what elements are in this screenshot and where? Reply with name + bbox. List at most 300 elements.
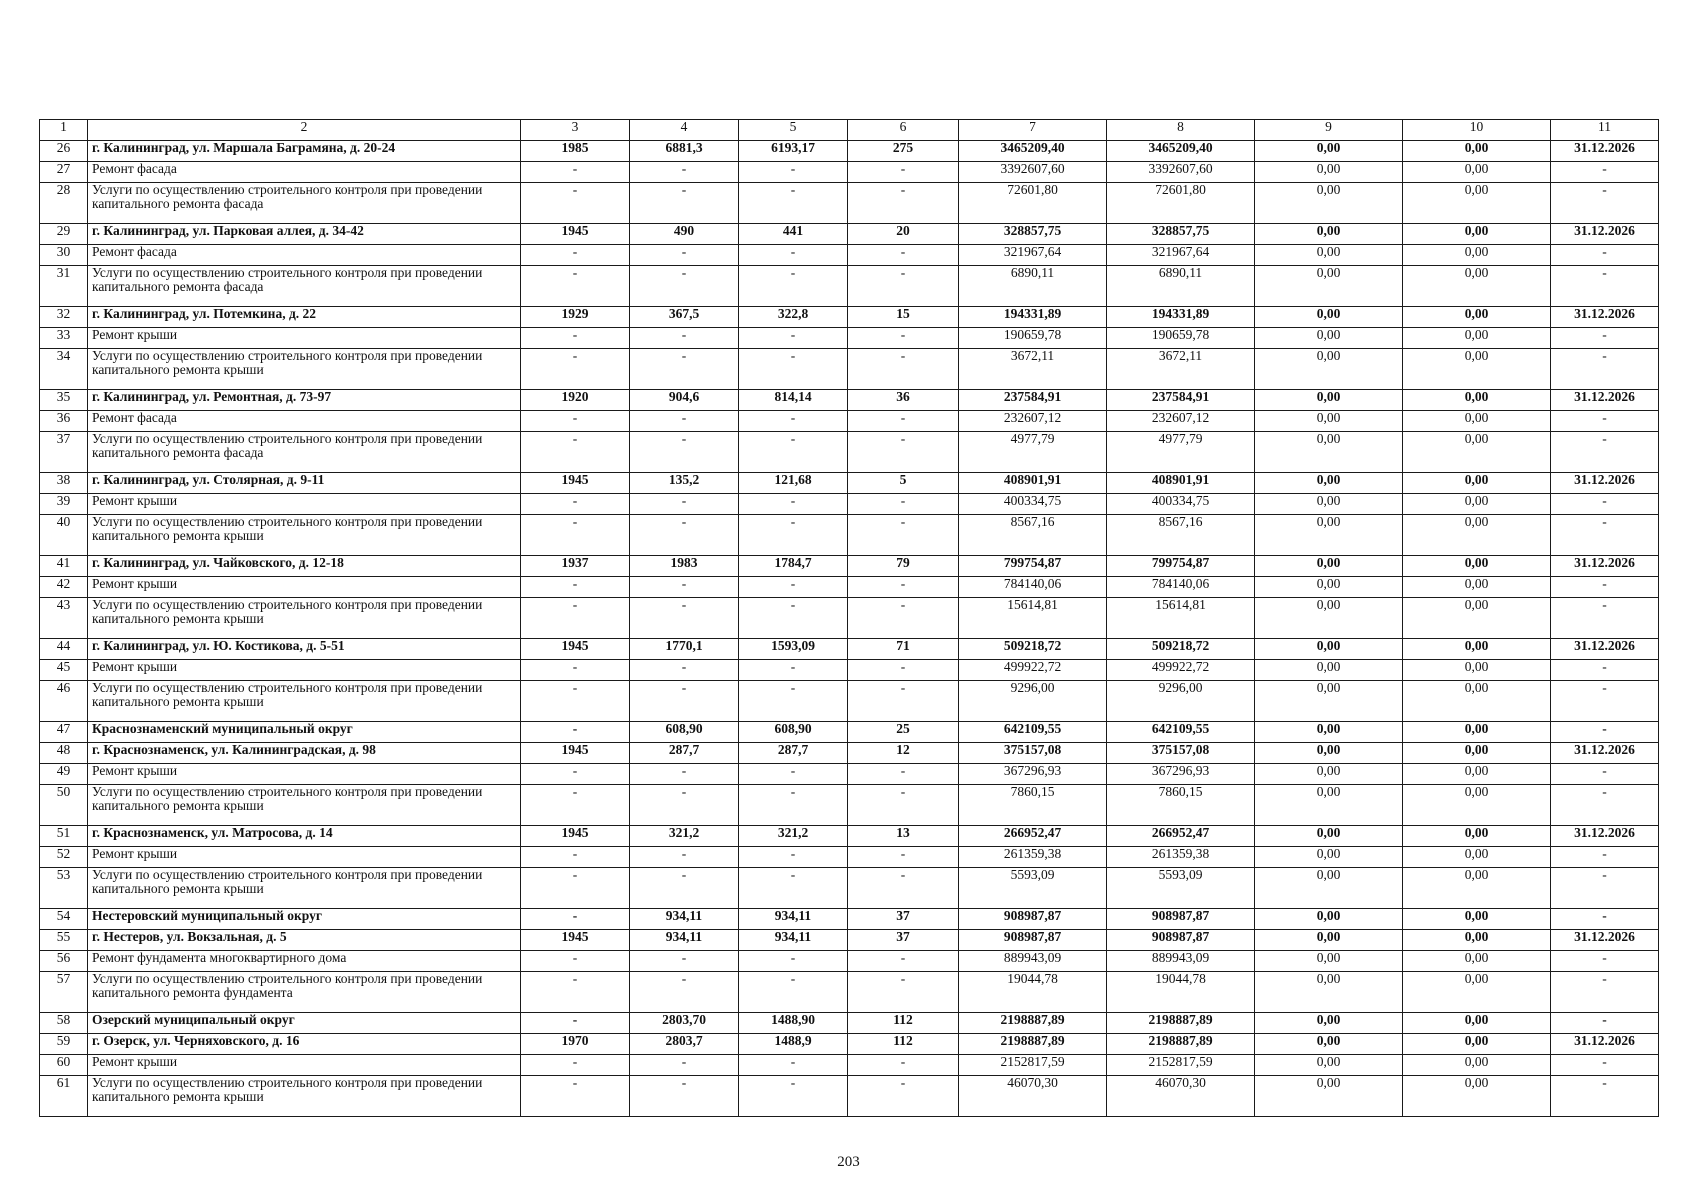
value-cell: 1985 bbox=[521, 141, 630, 162]
value-cell: 0,00 bbox=[1403, 930, 1551, 951]
item-name-cell: г. Калининград, ул. Парковая аллея, д. 34-42 bbox=[88, 224, 521, 245]
value-cell: 0,00 bbox=[1403, 473, 1551, 494]
value-cell: 7860,15 bbox=[959, 785, 1107, 826]
value-cell: - bbox=[739, 1076, 848, 1117]
value-cell: - bbox=[848, 411, 959, 432]
item-name-cell: г. Калининград, ул. Маршала Баграмяна, д. 20-24 bbox=[88, 141, 521, 162]
table-row bbox=[40, 639, 1659, 660]
value-cell: - bbox=[739, 162, 848, 183]
item-name-cell: Ремонт крыши bbox=[88, 1055, 521, 1076]
row-number: 46 bbox=[40, 681, 88, 722]
table-row bbox=[40, 473, 1659, 494]
value-cell: 608,90 bbox=[630, 722, 739, 743]
row-number: 43 bbox=[40, 598, 88, 639]
value-cell: 4977,79 bbox=[959, 432, 1107, 473]
value-cell: 0,00 bbox=[1403, 266, 1551, 307]
table-row bbox=[40, 951, 1659, 972]
table-row bbox=[40, 245, 1659, 266]
row-number: 48 bbox=[40, 743, 88, 764]
value-cell: 0,00 bbox=[1255, 183, 1403, 224]
value-cell: 908987,87 bbox=[1107, 909, 1255, 930]
value-cell: 934,11 bbox=[739, 930, 848, 951]
value-cell: - bbox=[630, 328, 739, 349]
table-row bbox=[40, 1034, 1659, 1055]
value-cell: - bbox=[848, 868, 959, 909]
value-cell: 6890,11 bbox=[959, 266, 1107, 307]
value-cell: - bbox=[1551, 577, 1659, 598]
value-cell: 7860,15 bbox=[1107, 785, 1255, 826]
value-cell: - bbox=[1551, 722, 1659, 743]
value-cell: 25 bbox=[848, 722, 959, 743]
value-cell: 31.12.2026 bbox=[1551, 473, 1659, 494]
value-cell: 0,00 bbox=[1403, 224, 1551, 245]
value-cell: - bbox=[521, 951, 630, 972]
row-number: 35 bbox=[40, 390, 88, 411]
table-row bbox=[40, 598, 1659, 639]
table-row bbox=[40, 660, 1659, 681]
item-name-cell: Ремонт крыши bbox=[88, 660, 521, 681]
item-name-cell: Услуги по осуществлению строительного контроля при проведении капитального ремонта крыши bbox=[88, 785, 521, 826]
value-cell: 8567,16 bbox=[1107, 515, 1255, 556]
value-cell: 904,6 bbox=[630, 390, 739, 411]
value-cell: 400334,75 bbox=[959, 494, 1107, 515]
value-cell: 0,00 bbox=[1255, 660, 1403, 681]
value-cell: 1929 bbox=[521, 307, 630, 328]
table-row bbox=[40, 1055, 1659, 1076]
column-number-header-row bbox=[40, 120, 1659, 141]
item-name-cell: Нестеровский муниципальный округ bbox=[88, 909, 521, 930]
value-cell: 0,00 bbox=[1255, 826, 1403, 847]
value-cell: - bbox=[521, 494, 630, 515]
value-cell: 934,11 bbox=[630, 909, 739, 930]
value-cell: 499922,72 bbox=[959, 660, 1107, 681]
item-name-cell: г. Краснознаменск, ул. Матросова, д. 14 bbox=[88, 826, 521, 847]
value-cell: - bbox=[1551, 515, 1659, 556]
value-cell: 0,00 bbox=[1255, 743, 1403, 764]
table-row bbox=[40, 515, 1659, 556]
value-cell: - bbox=[521, 577, 630, 598]
value-cell: 1970 bbox=[521, 1034, 630, 1055]
value-cell: 0,00 bbox=[1403, 764, 1551, 785]
item-name-cell: Ремонт крыши bbox=[88, 764, 521, 785]
value-cell: 908987,87 bbox=[1107, 930, 1255, 951]
value-cell: 0,00 bbox=[1255, 266, 1403, 307]
value-cell: 15614,81 bbox=[1107, 598, 1255, 639]
value-cell: - bbox=[1551, 660, 1659, 681]
value-cell: - bbox=[739, 868, 848, 909]
value-cell: 0,00 bbox=[1255, 411, 1403, 432]
value-cell: 0,00 bbox=[1255, 639, 1403, 660]
value-cell: 0,00 bbox=[1403, 847, 1551, 868]
value-cell: 0,00 bbox=[1255, 868, 1403, 909]
table-row bbox=[40, 577, 1659, 598]
value-cell: 509218,72 bbox=[1107, 639, 1255, 660]
row-number: 33 bbox=[40, 328, 88, 349]
value-cell: 5 bbox=[848, 473, 959, 494]
value-cell: 0,00 bbox=[1403, 577, 1551, 598]
column-header: 9 bbox=[1255, 120, 1403, 141]
value-cell: 0,00 bbox=[1403, 1076, 1551, 1117]
value-cell: 3465209,40 bbox=[959, 141, 1107, 162]
row-number: 59 bbox=[40, 1034, 88, 1055]
value-cell: 15 bbox=[848, 307, 959, 328]
value-cell: 0,00 bbox=[1255, 681, 1403, 722]
item-name-cell: Ремонт крыши bbox=[88, 328, 521, 349]
row-number: 58 bbox=[40, 1013, 88, 1034]
table-row bbox=[40, 224, 1659, 245]
value-cell: 112 bbox=[848, 1013, 959, 1034]
row-number: 57 bbox=[40, 972, 88, 1013]
value-cell: 3392607,60 bbox=[1107, 162, 1255, 183]
table-row bbox=[40, 1013, 1659, 1034]
value-cell: 4977,79 bbox=[1107, 432, 1255, 473]
value-cell: - bbox=[630, 494, 739, 515]
row-number: 42 bbox=[40, 577, 88, 598]
value-cell: 31.12.2026 bbox=[1551, 224, 1659, 245]
value-cell: - bbox=[521, 598, 630, 639]
value-cell: 2198887,89 bbox=[959, 1034, 1107, 1055]
value-cell: 0,00 bbox=[1255, 1055, 1403, 1076]
item-name-cell: Услуги по осуществлению строительного контроля при проведении капитального ремонта крыши bbox=[88, 868, 521, 909]
value-cell: 31.12.2026 bbox=[1551, 826, 1659, 847]
value-cell: 0,00 bbox=[1403, 141, 1551, 162]
value-cell: 814,14 bbox=[739, 390, 848, 411]
value-cell: 321,2 bbox=[630, 826, 739, 847]
table-row bbox=[40, 972, 1659, 1013]
value-cell: 1945 bbox=[521, 473, 630, 494]
value-cell: 275 bbox=[848, 141, 959, 162]
value-cell: 31.12.2026 bbox=[1551, 930, 1659, 951]
row-number: 29 bbox=[40, 224, 88, 245]
value-cell: - bbox=[630, 868, 739, 909]
value-cell: - bbox=[1551, 411, 1659, 432]
table-row bbox=[40, 909, 1659, 930]
value-cell: 0,00 bbox=[1255, 141, 1403, 162]
value-cell: 37 bbox=[848, 909, 959, 930]
item-name-cell: Услуги по осуществлению строительного контроля при проведении капитального ремонта крыши bbox=[88, 349, 521, 390]
value-cell: 499922,72 bbox=[1107, 660, 1255, 681]
item-name-cell: г. Калининград, ул. Ремонтная, д. 73-97 bbox=[88, 390, 521, 411]
value-cell: 0,00 bbox=[1255, 473, 1403, 494]
value-cell: 1945 bbox=[521, 930, 630, 951]
value-cell: - bbox=[848, 951, 959, 972]
row-number: 60 bbox=[40, 1055, 88, 1076]
item-name-cell: Услуги по осуществлению строительного контроля при проведении капитального ремонта крыши bbox=[88, 681, 521, 722]
row-number: 28 bbox=[40, 183, 88, 224]
value-cell: 79 bbox=[848, 556, 959, 577]
table-row bbox=[40, 743, 1659, 764]
value-cell: 1593,09 bbox=[739, 639, 848, 660]
value-cell: - bbox=[739, 494, 848, 515]
value-cell: - bbox=[848, 1055, 959, 1076]
value-cell: - bbox=[630, 598, 739, 639]
value-cell: 509218,72 bbox=[959, 639, 1107, 660]
value-cell: - bbox=[739, 432, 848, 473]
value-cell: - bbox=[521, 681, 630, 722]
value-cell: 367,5 bbox=[630, 307, 739, 328]
table-row bbox=[40, 1076, 1659, 1117]
value-cell: - bbox=[848, 764, 959, 785]
value-cell: 72601,80 bbox=[1107, 183, 1255, 224]
row-number: 31 bbox=[40, 266, 88, 307]
value-cell: - bbox=[848, 245, 959, 266]
value-cell: - bbox=[848, 266, 959, 307]
value-cell: 1770,1 bbox=[630, 639, 739, 660]
value-cell: 328857,75 bbox=[1107, 224, 1255, 245]
value-cell: 0,00 bbox=[1403, 390, 1551, 411]
table-row bbox=[40, 722, 1659, 743]
value-cell: 190659,78 bbox=[959, 328, 1107, 349]
item-name-cell: г. Калининград, ул. Столярная, д. 9-11 bbox=[88, 473, 521, 494]
value-cell: 1937 bbox=[521, 556, 630, 577]
value-cell: - bbox=[1551, 1055, 1659, 1076]
value-cell: 0,00 bbox=[1255, 972, 1403, 1013]
item-name-cell: г. Калининград, ул. Ю. Костикова, д. 5-51 bbox=[88, 639, 521, 660]
item-name-cell: Ремонт фундамента многоквартирного дома bbox=[88, 951, 521, 972]
value-cell: 0,00 bbox=[1403, 1055, 1551, 1076]
column-header: 11 bbox=[1551, 120, 1659, 141]
value-cell: 0,00 bbox=[1403, 328, 1551, 349]
value-cell: 441 bbox=[739, 224, 848, 245]
value-cell: 31.12.2026 bbox=[1551, 556, 1659, 577]
value-cell: 328857,75 bbox=[959, 224, 1107, 245]
value-cell: - bbox=[1551, 245, 1659, 266]
value-cell: 0,00 bbox=[1255, 909, 1403, 930]
value-cell: - bbox=[630, 1076, 739, 1117]
table-row bbox=[40, 390, 1659, 411]
value-cell: 934,11 bbox=[739, 909, 848, 930]
value-cell: - bbox=[1551, 868, 1659, 909]
row-number: 45 bbox=[40, 660, 88, 681]
value-cell: - bbox=[739, 266, 848, 307]
table-row bbox=[40, 494, 1659, 515]
item-name-cell: Ремонт крыши bbox=[88, 847, 521, 868]
value-cell: 784140,06 bbox=[1107, 577, 1255, 598]
value-cell: 799754,87 bbox=[959, 556, 1107, 577]
table-row bbox=[40, 266, 1659, 307]
value-cell: 642109,55 bbox=[959, 722, 1107, 743]
value-cell: 0,00 bbox=[1403, 743, 1551, 764]
value-cell: - bbox=[848, 660, 959, 681]
value-cell: - bbox=[1551, 951, 1659, 972]
table-row bbox=[40, 826, 1659, 847]
value-cell: 908987,87 bbox=[959, 909, 1107, 930]
value-cell: 287,7 bbox=[739, 743, 848, 764]
value-cell: 0,00 bbox=[1255, 1034, 1403, 1055]
value-cell: 0,00 bbox=[1255, 951, 1403, 972]
value-cell: - bbox=[1551, 494, 1659, 515]
value-cell: - bbox=[521, 432, 630, 473]
value-cell: 367296,93 bbox=[959, 764, 1107, 785]
row-number: 37 bbox=[40, 432, 88, 473]
value-cell: - bbox=[739, 411, 848, 432]
value-cell: 0,00 bbox=[1403, 639, 1551, 660]
item-name-cell: Краснознаменский муниципальный округ bbox=[88, 722, 521, 743]
value-cell: 194331,89 bbox=[959, 307, 1107, 328]
column-header: 5 bbox=[739, 120, 848, 141]
value-cell: - bbox=[739, 515, 848, 556]
value-cell: 408901,91 bbox=[1107, 473, 1255, 494]
value-cell: - bbox=[521, 972, 630, 1013]
value-cell: 1945 bbox=[521, 639, 630, 660]
row-number: 32 bbox=[40, 307, 88, 328]
value-cell: - bbox=[739, 847, 848, 868]
value-cell: 19044,78 bbox=[1107, 972, 1255, 1013]
value-cell: 3672,11 bbox=[959, 349, 1107, 390]
item-name-cell: Услуги по осуществлению строительного контроля при проведении капитального ремонта фасада bbox=[88, 432, 521, 473]
item-name-cell: Услуги по осуществлению строительного контроля при проведении капитального ремонта фасада bbox=[88, 183, 521, 224]
value-cell: - bbox=[521, 266, 630, 307]
value-cell: - bbox=[1551, 432, 1659, 473]
table-row bbox=[40, 868, 1659, 909]
value-cell: - bbox=[848, 515, 959, 556]
value-cell: - bbox=[848, 681, 959, 722]
value-cell: 31.12.2026 bbox=[1551, 639, 1659, 660]
table-row bbox=[40, 556, 1659, 577]
value-cell: 6193,17 bbox=[739, 141, 848, 162]
value-cell: 20 bbox=[848, 224, 959, 245]
value-cell: 9296,00 bbox=[1107, 681, 1255, 722]
value-cell: 0,00 bbox=[1255, 722, 1403, 743]
value-cell: - bbox=[521, 764, 630, 785]
value-cell: - bbox=[630, 681, 739, 722]
value-cell: - bbox=[848, 494, 959, 515]
table-row bbox=[40, 328, 1659, 349]
value-cell: - bbox=[521, 349, 630, 390]
value-cell: - bbox=[1551, 598, 1659, 639]
value-cell: 0,00 bbox=[1255, 1013, 1403, 1034]
value-cell: 322,8 bbox=[739, 307, 848, 328]
column-header: 3 bbox=[521, 120, 630, 141]
value-cell: 0,00 bbox=[1403, 826, 1551, 847]
value-cell: - bbox=[1551, 1076, 1659, 1117]
value-cell: - bbox=[739, 245, 848, 266]
value-cell: 1945 bbox=[521, 224, 630, 245]
table-row bbox=[40, 411, 1659, 432]
value-cell: 0,00 bbox=[1403, 660, 1551, 681]
item-name-cell: Ремонт фасада bbox=[88, 245, 521, 266]
value-cell: 31.12.2026 bbox=[1551, 1034, 1659, 1055]
column-header: 1 bbox=[40, 120, 88, 141]
value-cell: 36 bbox=[848, 390, 959, 411]
item-name-cell: Услуги по осуществлению строительного контроля при проведении капитального ремонта фасада bbox=[88, 266, 521, 307]
row-number: 40 bbox=[40, 515, 88, 556]
value-cell: - bbox=[630, 162, 739, 183]
value-cell: 0,00 bbox=[1255, 307, 1403, 328]
value-cell: 0,00 bbox=[1255, 349, 1403, 390]
value-cell: 784140,06 bbox=[959, 577, 1107, 598]
row-number: 55 bbox=[40, 930, 88, 951]
value-cell: - bbox=[630, 245, 739, 266]
value-cell: - bbox=[739, 328, 848, 349]
value-cell: - bbox=[848, 349, 959, 390]
value-cell: - bbox=[630, 577, 739, 598]
value-cell: 1920 bbox=[521, 390, 630, 411]
row-number: 36 bbox=[40, 411, 88, 432]
value-cell: 0,00 bbox=[1403, 515, 1551, 556]
value-cell: 2803,70 bbox=[630, 1013, 739, 1034]
value-cell: 408901,91 bbox=[959, 473, 1107, 494]
row-number: 61 bbox=[40, 1076, 88, 1117]
value-cell: 0,00 bbox=[1255, 494, 1403, 515]
item-name-cell: Услуги по осуществлению строительного контроля при проведении капитального ремонта крыши bbox=[88, 598, 521, 639]
value-cell: 0,00 bbox=[1403, 432, 1551, 473]
value-cell: 0,00 bbox=[1255, 598, 1403, 639]
column-header: 7 bbox=[959, 120, 1107, 141]
value-cell: 46070,30 bbox=[959, 1076, 1107, 1117]
value-cell: - bbox=[521, 328, 630, 349]
value-cell: 6881,3 bbox=[630, 141, 739, 162]
value-cell: 321967,64 bbox=[959, 245, 1107, 266]
value-cell: 367296,93 bbox=[1107, 764, 1255, 785]
value-cell: 0,00 bbox=[1255, 328, 1403, 349]
value-cell: - bbox=[630, 847, 739, 868]
value-cell: 375157,08 bbox=[959, 743, 1107, 764]
value-cell: - bbox=[630, 515, 739, 556]
value-cell: 0,00 bbox=[1403, 951, 1551, 972]
row-number: 30 bbox=[40, 245, 88, 266]
row-number: 27 bbox=[40, 162, 88, 183]
value-cell: 0,00 bbox=[1403, 868, 1551, 909]
value-cell: 321,2 bbox=[739, 826, 848, 847]
value-cell: 0,00 bbox=[1403, 785, 1551, 826]
item-name-cell: Ремонт крыши bbox=[88, 494, 521, 515]
value-cell: 608,90 bbox=[739, 722, 848, 743]
item-name-cell: Ремонт крыши bbox=[88, 577, 521, 598]
value-cell: - bbox=[521, 722, 630, 743]
value-cell: - bbox=[848, 577, 959, 598]
row-number: 34 bbox=[40, 349, 88, 390]
value-cell: 375157,08 bbox=[1107, 743, 1255, 764]
row-number: 50 bbox=[40, 785, 88, 826]
value-cell: 1945 bbox=[521, 743, 630, 764]
value-cell: - bbox=[630, 411, 739, 432]
value-cell: 9296,00 bbox=[959, 681, 1107, 722]
value-cell: 121,68 bbox=[739, 473, 848, 494]
row-number: 53 bbox=[40, 868, 88, 909]
item-name-cell: Озерский муниципальный округ bbox=[88, 1013, 521, 1034]
value-cell: 889943,09 bbox=[959, 951, 1107, 972]
value-cell: - bbox=[848, 328, 959, 349]
value-cell: - bbox=[521, 868, 630, 909]
value-cell: - bbox=[630, 785, 739, 826]
row-number: 38 bbox=[40, 473, 88, 494]
value-cell: 72601,80 bbox=[959, 183, 1107, 224]
value-cell: 0,00 bbox=[1403, 598, 1551, 639]
value-cell: - bbox=[521, 1055, 630, 1076]
row-number: 54 bbox=[40, 909, 88, 930]
value-cell: 0,00 bbox=[1255, 577, 1403, 598]
value-cell: 46070,30 bbox=[1107, 1076, 1255, 1117]
value-cell: - bbox=[630, 432, 739, 473]
value-cell: - bbox=[848, 432, 959, 473]
table-row bbox=[40, 432, 1659, 473]
value-cell: 266952,47 bbox=[1107, 826, 1255, 847]
value-cell: 266952,47 bbox=[959, 826, 1107, 847]
value-cell: 0,00 bbox=[1255, 390, 1403, 411]
value-cell: - bbox=[1551, 847, 1659, 868]
item-name-cell: г. Калининград, ул. Потемкина, д. 22 bbox=[88, 307, 521, 328]
value-cell: - bbox=[630, 183, 739, 224]
value-cell: - bbox=[848, 598, 959, 639]
column-header: 2 bbox=[88, 120, 521, 141]
value-cell: 31.12.2026 bbox=[1551, 743, 1659, 764]
item-name-cell: г. Озерск, ул. Черняховского, д. 16 bbox=[88, 1034, 521, 1055]
value-cell: - bbox=[739, 951, 848, 972]
row-number: 39 bbox=[40, 494, 88, 515]
value-cell: 0,00 bbox=[1403, 722, 1551, 743]
value-cell: - bbox=[1551, 328, 1659, 349]
